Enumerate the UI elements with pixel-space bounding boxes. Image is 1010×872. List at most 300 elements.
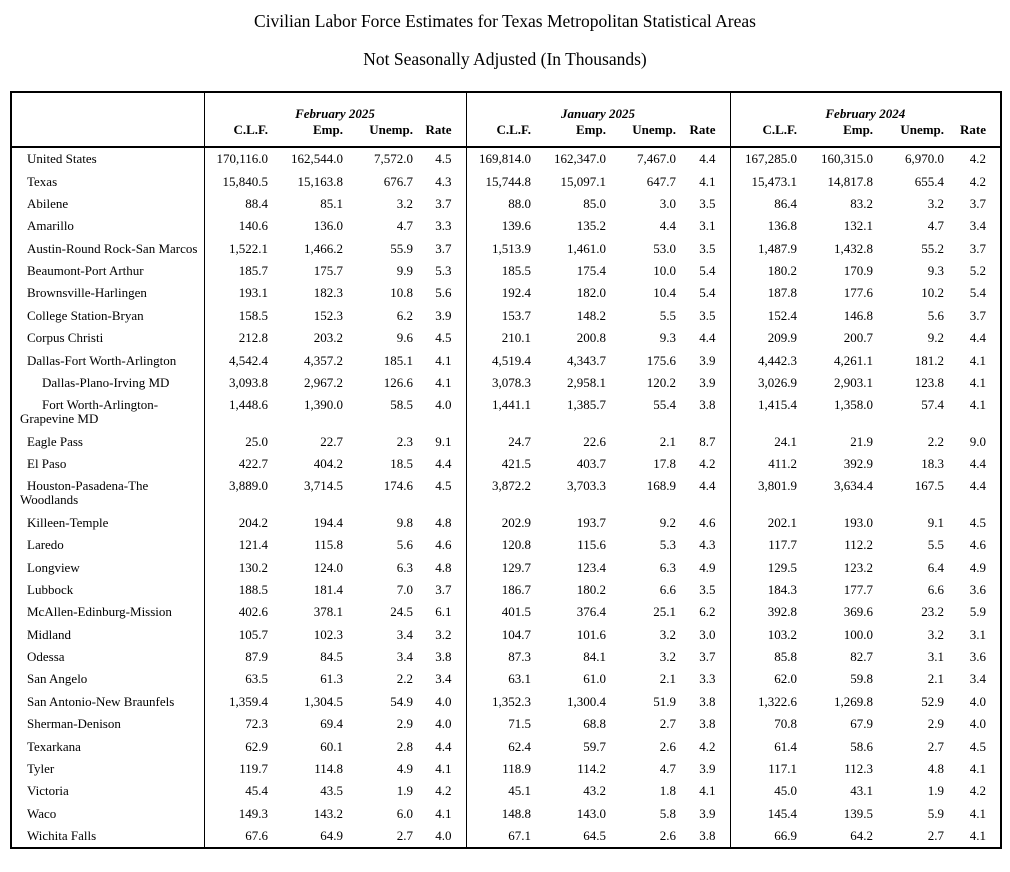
value-cell: 4.4 [969,478,987,494]
value-cell: 67.6 [204,825,272,848]
value-cell: 10.4 [653,285,676,301]
value-cell: 3.8 [699,716,716,732]
value-cell: 1,358.0 [834,397,874,413]
value-cell: 3.7 [435,240,452,256]
value-cell: 647.7 [646,173,676,189]
value-cell: 4.4 [699,330,716,346]
value-cell: 4.1 [969,352,987,368]
value-cell: 60.1 [320,738,343,754]
value-cell: 1,448.6 [204,394,272,430]
value-cell: 4.4 [969,330,987,346]
value-cell: 3.5 [699,195,716,211]
value-cell: 4.1 [699,173,716,189]
value-cell: 4,442.3 [730,349,801,371]
value-cell: 185.7 [204,260,272,282]
value-cell: 2.1 [659,433,676,449]
value-cell: 70.8 [730,713,801,735]
value-cell: 187.8 [730,282,801,304]
table-row [11,349,1001,371]
value-cell: 4.9 [396,760,413,776]
value-cell: 59.8 [850,671,874,687]
table-row [11,431,1001,453]
area-label: Laredo [27,537,64,553]
value-cell: 1.9 [927,783,945,799]
value-cell: 102.3 [313,626,343,642]
value-cell: 3.1 [699,218,716,234]
value-cell: 4.9 [699,559,716,575]
value-cell: 9.9 [396,263,413,279]
value-cell: 4.8 [927,760,945,776]
value-cell: 4.2 [435,783,452,799]
value-cell: 3.2 [927,195,945,211]
area-label: Austin-Round Rock-San Marcos [27,240,198,256]
table-row [11,556,1001,578]
value-cell: 68.8 [583,716,606,732]
value-cell: 14,817.8 [827,173,874,189]
value-cell: 4.0 [435,828,452,844]
value-cell: 175.6 [646,352,676,368]
value-cell: 15,840.5 [204,170,272,192]
value-cell: 3.8 [699,397,716,413]
value-cell: 5.4 [699,263,716,279]
value-cell: 3.6 [969,649,987,665]
column-header-clf: C.L.F. [466,121,535,147]
value-cell: 43.1 [850,783,874,799]
value-cell: 3.6 [969,581,987,597]
value-cell: 23.2 [921,604,945,620]
value-cell: 3.4 [969,218,987,234]
area-label: Dallas-Plano-Irving MD [42,374,170,390]
table-row [11,691,1001,713]
value-cell: 9.8 [396,514,413,530]
table-row [11,260,1001,282]
value-cell: 4.1 [435,760,452,776]
value-cell: 67.1 [466,825,535,848]
column-header-unemp: Unemp. [900,122,945,137]
column-header-emp: Emp. [576,122,606,137]
value-cell: 3.0 [699,626,716,642]
value-cell: 6.6 [659,581,676,597]
value-cell: 22.7 [320,433,343,449]
table-row [11,372,1001,394]
area-label: College Station-Bryan [27,307,144,323]
table-row [11,601,1001,623]
group-header-row [11,92,1001,121]
value-cell: 4.2 [969,173,987,189]
value-cell: 4.1 [435,805,452,821]
value-cell: 118.9 [466,758,535,780]
value-cell: 1,466.2 [304,240,343,256]
value-cell: 4.0 [969,716,987,732]
value-cell: 71.5 [466,713,535,735]
value-cell: 123.8 [914,374,945,390]
value-cell: 422.7 [204,453,272,475]
value-cell: 4.4 [435,456,452,472]
value-cell: 9.3 [927,263,945,279]
value-cell: 15,744.8 [466,170,535,192]
value-cell: 4.0 [435,693,452,709]
value-cell: 85.8 [730,646,801,668]
area-label: Beaumont-Port Arthur [27,263,144,279]
table-row [11,534,1001,556]
table-row [11,512,1001,534]
value-cell: 169,814.0 [466,147,535,170]
value-cell: 1,269.8 [834,693,874,709]
value-cell: 6.2 [396,307,413,323]
value-cell: 376.4 [576,604,606,620]
table-row [11,238,1001,260]
value-cell: 61.4 [730,735,801,757]
value-cell: 123.2 [843,559,874,575]
value-cell: 402.6 [204,601,272,623]
value-cell: 145.4 [730,803,801,825]
value-cell: 6.2 [699,604,716,620]
value-cell: 149.3 [204,803,272,825]
value-cell: 1,441.1 [466,394,535,430]
value-cell: 3,872.2 [466,475,535,511]
value-cell: 392.9 [843,456,874,472]
area-label: Victoria [27,783,69,799]
value-cell: 170,116.0 [204,147,272,170]
value-cell: 202.9 [466,512,535,534]
value-cell: 4.5 [969,738,987,754]
value-cell: 59.7 [583,738,606,754]
value-cell: 182.3 [313,285,343,301]
value-cell: 1,390.0 [304,397,343,413]
table-row [11,803,1001,825]
value-cell: 64.5 [583,828,606,844]
value-cell: 4.7 [396,218,413,234]
value-cell: 10.2 [921,285,945,301]
value-cell: 3.2 [927,626,945,642]
value-cell: 181.2 [914,352,945,368]
value-cell: 1,322.6 [730,691,801,713]
table-row [11,282,1001,304]
value-cell: 3.9 [699,805,716,821]
value-cell: 9.3 [659,330,676,346]
value-cell: 3.2 [659,649,676,665]
value-cell: 6.3 [396,559,413,575]
value-cell: 174.6 [383,478,413,494]
value-cell: 69.4 [320,716,343,732]
value-cell: 404.2 [313,456,343,472]
value-cell: 17.8 [653,456,676,472]
value-cell: 117.7 [730,534,801,556]
value-cell: 2.6 [659,738,676,754]
value-cell: 57.4 [921,397,945,413]
column-header-emp: Emp. [313,122,343,137]
value-cell: 180.2 [730,260,801,282]
value-cell: 8.7 [699,433,716,449]
value-cell: 123.4 [576,559,606,575]
value-cell: 3.0 [659,195,676,211]
value-cell: 177.6 [843,285,874,301]
value-cell: 120.2 [646,374,676,390]
area-label: San Antonio-New Braunfels [27,693,175,709]
value-cell: 53.0 [653,240,676,256]
value-cell: 175.4 [576,263,606,279]
value-cell: 15,163.8 [297,173,343,189]
value-cell: 2,958.1 [567,374,606,390]
value-cell: 25.1 [653,604,676,620]
value-cell: 2.2 [396,671,413,687]
area-label: Eagle Pass [27,433,83,449]
value-cell: 126.6 [383,374,413,390]
value-cell: 67.9 [850,716,874,732]
area-label: Waco [27,805,57,821]
value-cell: 43.5 [320,783,343,799]
value-cell: 378.1 [313,604,343,620]
value-cell: 3.1 [927,649,945,665]
value-cell: 4.4 [699,478,716,494]
value-cell: 5.6 [435,285,452,301]
value-cell: 6,970.0 [905,151,945,167]
value-cell: 143.2 [313,805,343,821]
area-label: Midland [27,626,72,642]
value-cell: 4.1 [969,805,987,821]
value-cell: 2.9 [396,716,413,732]
value-cell: 4,343.7 [567,352,606,368]
value-cell: 4,542.4 [204,349,272,371]
value-cell: 3.7 [699,649,716,665]
value-cell: 2.9 [927,716,945,732]
value-cell: 3.4 [396,649,413,665]
value-cell: 4.1 [699,783,716,799]
column-header-clf: C.L.F. [204,121,272,147]
value-cell: 84.5 [320,649,343,665]
value-cell: 22.6 [583,433,606,449]
value-cell: 45.4 [204,780,272,802]
column-header-unemp: Unemp. [632,122,676,137]
value-cell: 175.7 [313,263,343,279]
value-cell: 6.1 [435,604,452,620]
value-cell: 51.9 [653,693,676,709]
value-cell: 3,889.0 [204,475,272,511]
value-cell: 88.4 [204,193,272,215]
value-cell: 1.8 [659,783,676,799]
value-cell: 3.2 [396,195,413,211]
area-label: Longview [27,559,80,575]
value-cell: 9.2 [927,330,945,346]
value-cell: 3,078.3 [466,372,535,394]
value-cell: 129.7 [466,556,535,578]
area-column-header [11,92,204,147]
value-cell: 3.8 [699,693,716,709]
value-cell: 152.4 [730,305,801,327]
value-cell: 25.0 [204,431,272,453]
area-label: McAllen-Edinburg-Mission [27,604,172,620]
value-cell: 140.6 [204,215,272,237]
value-cell: 202.1 [730,512,801,534]
value-cell: 136.8 [730,215,801,237]
value-cell: 392.8 [730,601,801,623]
value-cell: 5.9 [927,805,945,821]
value-cell: 3.7 [969,240,987,256]
table-body [11,147,1001,848]
value-cell: 3.5 [699,581,716,597]
value-cell: 4.7 [659,760,676,776]
value-cell: 182.0 [576,285,606,301]
value-cell: 4.2 [699,456,716,472]
table-row [11,579,1001,601]
area-label: Houston-Pasadena-The Woodlands [20,478,149,508]
value-cell: 2.3 [396,433,413,449]
value-cell: 5.8 [659,805,676,821]
value-cell: 3.2 [659,626,676,642]
value-cell: 58.6 [850,738,874,754]
area-label: Corpus Christi [27,330,104,346]
table-row [11,646,1001,668]
value-cell: 2.7 [927,828,945,844]
value-cell: 3.7 [435,581,452,597]
column-header-unemp: Unemp. [369,122,413,137]
value-cell: 143.0 [576,805,606,821]
value-cell: 139.6 [466,215,535,237]
value-cell: 4.1 [969,397,987,413]
labor-force-table [10,91,1002,849]
value-cell: 4.5 [435,330,452,346]
value-cell: 7.0 [396,581,413,597]
area-label: United States [27,151,97,167]
value-cell: 5.3 [659,537,676,553]
report-subtitle: Not Seasonally Adjusted (In Thousands) [363,49,647,69]
value-cell: 4.9 [969,559,987,575]
area-label: El Paso [27,456,67,472]
value-cell: 3.5 [699,307,716,323]
value-cell: 55.2 [921,240,945,256]
value-cell: 66.9 [730,825,801,848]
value-cell: 61.0 [583,671,606,687]
value-cell: 5.9 [969,604,987,620]
value-cell: 85.1 [320,195,343,211]
value-cell: 62.9 [204,735,272,757]
value-cell: 62.4 [466,735,535,757]
value-cell: 3.2 [435,626,452,642]
table-row [11,170,1001,192]
area-label: Sherman-Denison [27,716,121,732]
value-cell: 101.6 [576,626,606,642]
value-cell: 129.5 [730,556,801,578]
column-header-clf: C.L.F. [730,121,801,147]
table-row [11,147,1001,170]
area-label: Killeen-Temple [27,514,109,530]
value-cell: 2.1 [927,671,945,687]
table-row [11,668,1001,690]
value-cell: 4.5 [435,478,452,494]
table-row [11,825,1001,848]
value-cell: 124.0 [313,559,343,575]
table-row [11,305,1001,327]
value-cell: 1,415.4 [730,394,801,430]
value-cell: 4.1 [435,352,452,368]
value-cell: 1,522.1 [204,238,272,260]
value-cell: 3.8 [699,828,716,844]
value-cell: 4.7 [927,218,945,234]
value-cell: 18.3 [921,456,945,472]
value-cell: 58.5 [390,397,413,413]
value-cell: 1,304.5 [304,693,343,709]
value-cell: 4.6 [699,514,716,530]
value-cell: 6.0 [396,805,413,821]
value-cell: 121.4 [204,534,272,556]
report-title: Civilian Labor Force Estimates for Texas Metropolitan Statistical Areas [254,11,756,31]
value-cell: 193.1 [204,282,272,304]
value-cell: 115.6 [577,537,606,553]
value-cell: 1,487.9 [730,238,801,260]
value-cell: 200.7 [843,330,874,346]
value-cell: 3.8 [435,649,452,665]
value-cell: 4.6 [435,537,452,553]
value-cell: 62.0 [730,668,801,690]
value-cell: 212.8 [204,327,272,349]
table-row [11,624,1001,646]
value-cell: 10.0 [653,263,676,279]
area-label: Texas [27,173,58,189]
value-cell: 194.4 [313,514,343,530]
value-cell: 3.3 [435,218,452,234]
value-cell: 411.2 [730,453,801,475]
value-cell: 2,967.2 [304,374,343,390]
value-cell: 3.9 [435,307,452,323]
value-cell: 6.3 [659,559,676,575]
value-cell: 2.8 [396,738,413,754]
area-label: Lubbock [27,581,74,597]
value-cell: 4.0 [435,397,452,413]
value-cell: 9.1 [435,433,452,449]
value-cell: 5.6 [396,537,413,553]
area-label: San Angelo [27,671,88,687]
value-cell: 114.2 [577,760,606,776]
value-cell: 64.2 [850,828,874,844]
value-cell: 3.7 [969,195,987,211]
value-cell: 4.4 [969,456,987,472]
value-cell: 4,519.4 [466,349,535,371]
value-cell: 200.8 [576,330,606,346]
value-cell: 3.9 [699,374,716,390]
value-cell: 86.4 [730,193,801,215]
value-cell: 655.4 [914,173,945,189]
table-row [11,453,1001,475]
value-cell: 4.4 [435,738,452,754]
value-cell: 3.7 [435,195,452,211]
value-cell: 119.7 [204,758,272,780]
value-cell: 167,285.0 [730,147,801,170]
area-label: Dallas-Fort Worth-Arlington [27,352,177,368]
value-cell: 112.2 [844,537,874,553]
value-cell: 177.7 [843,581,874,597]
column-header-emp: Emp. [843,122,874,137]
value-cell: 3,703.3 [567,478,606,494]
value-cell: 82.7 [850,649,874,665]
value-cell: 3.5 [699,240,716,256]
value-cell: 100.0 [843,626,874,642]
value-cell: 158.5 [204,305,272,327]
value-cell: 63.1 [466,668,535,690]
group-header-january-2025: January 2025 [466,92,730,121]
value-cell: 2.1 [659,671,676,687]
report-page [0,11,1010,872]
value-cell: 115.8 [314,537,343,553]
value-cell: 1,385.7 [567,397,606,413]
value-cell: 3.7 [969,307,987,323]
value-cell: 1,513.9 [466,238,535,260]
value-cell: 7,467.0 [637,151,676,167]
value-cell: 130.2 [204,556,272,578]
value-cell: 3.9 [699,352,716,368]
table-row [11,394,1001,430]
column-header-rate: Rate [425,122,452,137]
value-cell: 2.6 [659,828,676,844]
